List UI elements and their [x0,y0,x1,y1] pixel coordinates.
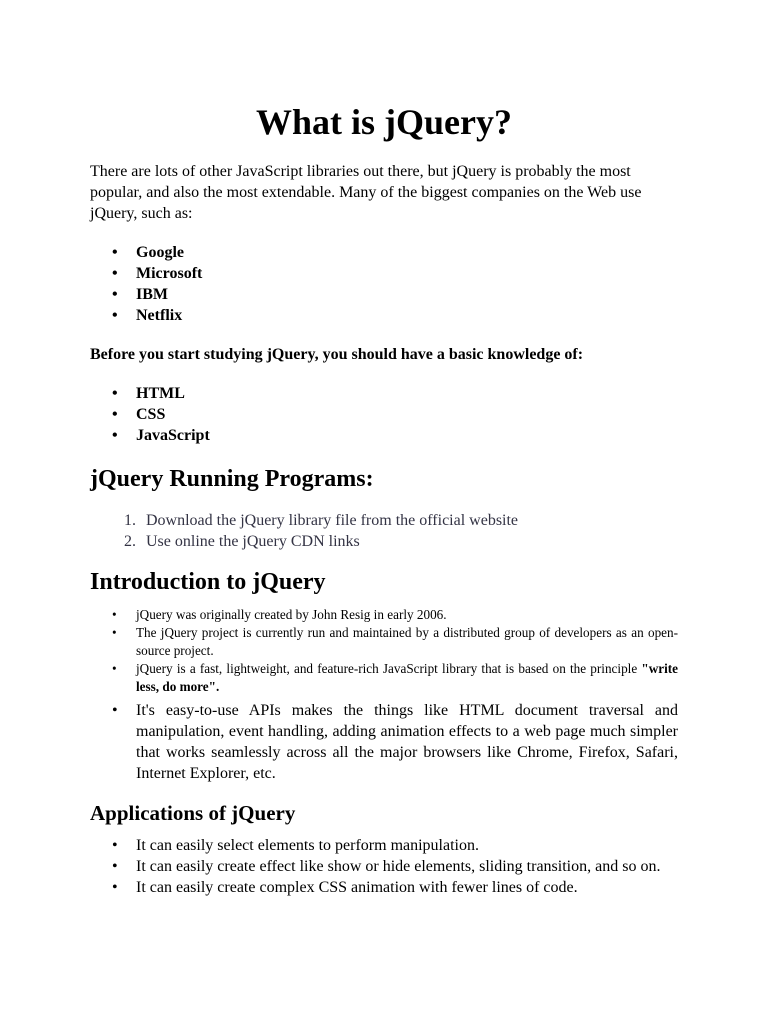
list-item-application: • It can easily create effect like show or hide elements, sliding transition, and so on. [90,856,678,877]
list-item-intro: • It's easy-to-use APIs makes the things like HTML document traversal and manipulation, event handling, adding animation effects to a web page much simpler that works seamlessly across all the major browsers like Chrome, Firefox, Safari, Internet Explorer, etc. [90,700,678,784]
list-item-application: • It can easily create complex CSS animation with fewer lines of code. [90,877,678,898]
list-item-text: Use online the jQuery CDN links [146,533,360,550]
list-item-company: • Netflix [90,305,678,326]
list-item-prereq: • JavaScript [90,425,678,446]
prereq-heading: Before you start studying jQuery, you should have a basic knowledge of: [90,346,584,363]
companies-list [90,242,678,326]
list-item-company: • Google [90,242,678,263]
intro-paragraph: There are lots of other JavaScript libraries out there, but jQuery is probably the most popular, and also the most extendable. Many of the biggest companies on the Web use jQuery, such as: [90,163,642,222]
list-item-running [90,531,678,552]
list-item-intro [90,660,678,696]
list-item-prereq: • HTML [90,383,678,404]
applications-list [90,835,678,898]
list-item-text: Download the jQuery library file from the official website [146,512,519,529]
introduction-list-large [90,700,678,784]
list-item-intro: • jQuery was originally created by John Resig in early 2006. [90,606,678,624]
list-item-company: • Microsoft [90,263,678,284]
running-programs-list [90,510,678,552]
prereq-list [90,383,678,446]
running-programs-heading: jQuery Running Programs: [90,466,374,492]
page-title: What is jQuery? [256,102,512,142]
introduction-heading: Introduction to jQuery [90,569,326,595]
list-item-application: • It can easily select elements to perform manipulation. [90,835,678,856]
list-item-intro: • The jQuery project is currently run and maintained by a distributed group of developers as an open-source project. [90,624,678,660]
applications-heading: Applications of jQuery [90,801,296,825]
introduction-list-small [90,606,678,696]
list-item-running [90,510,678,531]
list-number: 2. [124,533,136,550]
list-item-prereq: • CSS [90,404,678,425]
list-item-company: • IBM [90,284,678,305]
principle-emphasis: "write less, do more". [136,661,678,694]
list-item-text: jQuery is a fast, lightweight, and feature-rich JavaScript library that is based on the principle [136,661,642,676]
list-number: 1. [124,512,136,529]
